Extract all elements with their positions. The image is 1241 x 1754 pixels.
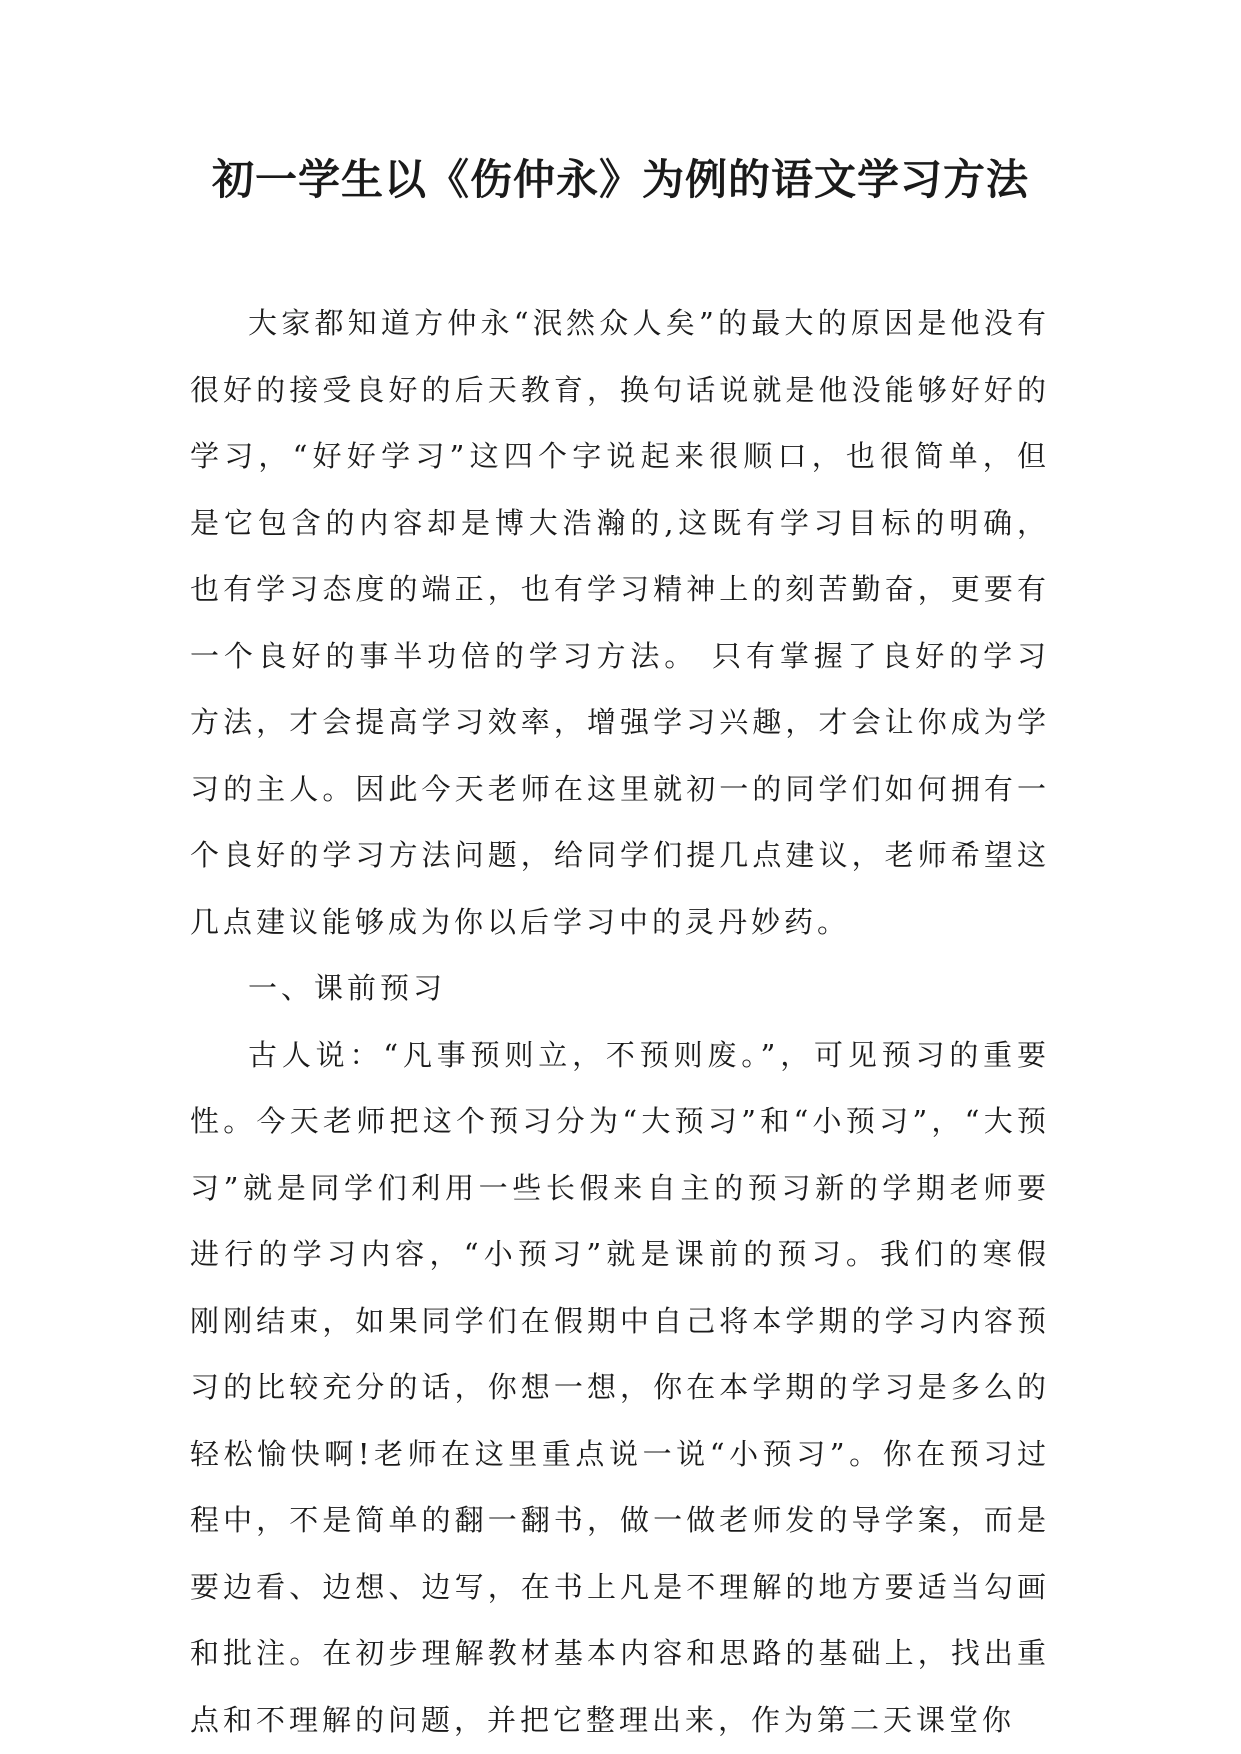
- document-title: 初一学生以《伤仲永》为例的语文学习方法: [211, 155, 1029, 204]
- preview-paragraph: 古人说：“凡事预则立，不预则废。”，可见预习的重要性。今天老师把这个预习分为“大预习”和“小预习”，“大预习”就是同学们利用一些长假来自主的预习新的学期老师要进行的学习内容，“小预习”就是课前的预习。我们的寒假刚刚结束，如果同学们在假期中自己将本学期的学习内容预习的比较充分的话，你想一想，你在本学期的学习是多么的轻松愉快啊!老师在这里重点说一说“小预习”。你在预习过程中，不是简单的翻一翻书，做一做老师发的导学案，而是要边看、边想、边写，在书上凡是不理解的地方要适当勾画和批注。在初步理解教材基本内容和思路的基础上，找出重点和不理解的问题，并把它整理出来，作为第二天课堂你: [190, 1037, 1050, 1737]
- section-heading-preview: 一、课前预习: [248, 971, 447, 1005]
- document-body: [190, 290, 1050, 1753]
- intro-paragraph: 大家都知道方仲永“泯然众人矣”的最大的原因是他没有很好的接受良好的后天教育，换句话说就是他没能够好好的学习，“好好学习”这四个字说起来很顺口，也很简单，但是它包含的内容却是博大浩瀚的,这既有学习目标的明确，也有学习态度的端正，也有学习精神上的刻苦勤奋，更要有一个良好的事半功倍的学习方法。 只有掌握了良好的学习方法，才会提高学习效率，增强学习兴趣，才会让你成为学习的主人。因此今天老师在这里就初一的同学们如何拥有一个良好的学习方法问题，给同学们提几点建议，老师希望这几点建议能够成为你以后学习中的灵丹妙药。: [190, 306, 1050, 939]
